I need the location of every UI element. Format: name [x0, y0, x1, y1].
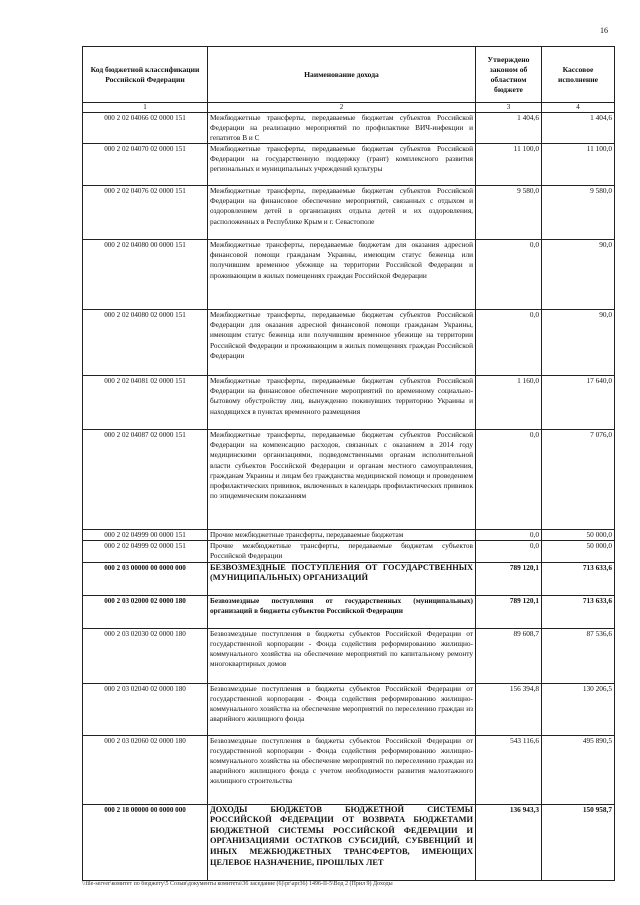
- row-approved: 156 394,8: [476, 683, 542, 735]
- row-name: Межбюджетные трансферты, передаваемые бюджетам субъектов Российской Федерации на государственную поддержку (грант) комплексного развития региональных и муниципальных учреждений культуры: [208, 144, 476, 186]
- column-numbers-row: [83, 103, 615, 113]
- table-row: [83, 240, 615, 310]
- column-number: 2: [208, 103, 476, 113]
- row-approved: 1 160,0: [476, 376, 542, 430]
- table-row: [83, 628, 615, 683]
- row-approved: 0,0: [476, 541, 542, 562]
- table-row: [83, 735, 615, 804]
- row-approved: 11 100,0: [476, 144, 542, 186]
- row-cash: 17 640,0: [542, 376, 615, 430]
- table-row: [83, 310, 615, 376]
- row-approved: 0,0: [476, 530, 542, 541]
- row-code: 000 2 02 04076 02 0000 151: [83, 186, 208, 240]
- column-number: 3: [476, 103, 542, 113]
- row-cash: 150 958,7: [542, 804, 615, 880]
- row-cash: 50 000,0: [542, 530, 615, 541]
- row-code: 000 2 03 02060 02 0000 180: [83, 735, 208, 804]
- row-code: 000 2 03 02000 02 0000 180: [83, 595, 208, 628]
- row-cash: 713 633,6: [542, 562, 615, 595]
- row-cash: 1 404,6: [542, 113, 615, 144]
- row-name: Прочие межбюджетные трансферты, передаваемые бюджетам субъектов Российской Федерации: [208, 541, 476, 562]
- column-number: 4: [542, 103, 615, 113]
- row-code: 000 2 02 04080 02 0000 151: [83, 310, 208, 376]
- table-row: [83, 530, 615, 541]
- row-code: 000 2 02 04070 02 0000 151: [83, 144, 208, 186]
- row-code: 000 2 02 04087 02 0000 151: [83, 430, 208, 530]
- row-cash: 90,0: [542, 310, 615, 376]
- row-code: 000 2 02 04080 00 0000 151: [83, 240, 208, 310]
- row-cash: 11 100,0: [542, 144, 615, 186]
- header-name: Наименование дохода: [208, 47, 476, 103]
- row-name: Безвозмездные поступления в бюджеты субъектов Российской Федерации от государственной корпорации - Фонда содействия реформированию жилищно-коммунального хозяйства на обеспечение мероприятий по переселению граждан из аварийного жилищного фонда с учетом необходимости развития малоэтажного жилищного строительства: [208, 735, 476, 804]
- table-row: [83, 683, 615, 735]
- row-cash: 7 076,0: [542, 430, 615, 530]
- row-name: Межбюджетные трансферты, передаваемые бюджетам субъектов Российской Федерации для оказания адресной финансовой помощи гражданам Украины, имеющим статус беженца или получившим временное убежище на территории Российской Федерации и проживающим в жилых помещениях граждан Российской Федерации: [208, 310, 476, 376]
- table-row: [83, 430, 615, 530]
- row-name: ДОХОДЫ БЮДЖЕТОВ БЮДЖЕТНОЙ СИСТЕМЫ РОССИЙСКОЙ ФЕДЕРАЦИИ ОТ ВОЗВРАТА БЮДЖЕТАМИ БЮДЖЕТНОЙ СИСТЕМЫ РОССИЙСКОЙ ФЕДЕРАЦИИ И ОРГАНИЗАЦИЯМИ ОСТАТКОВ СУБСИДИЙ, СУБВЕНЦИЙ И ИНЫХ МЕЖБЮДЖЕТНЫХ ТРАНСФЕРТОВ, ИМЕЮЩИХ ЦЕЛЕВОЕ НАЗНАЧЕНИЕ, ПРОШЛЫХ ЛЕТ: [208, 804, 476, 880]
- row-name: Безвозмездные поступления в бюджеты субъектов Российской Федерации от государственной корпорации - Фонда содействия реформированию жилищно-коммунального хозяйства на обеспечение мероприятий по переселению граждан из аварийного жилищного фонда: [208, 683, 476, 735]
- row-name: Межбюджетные трансферты, передаваемые бюджетам для оказания адресной финансовой помощи гражданам Украины, имеющим статус беженца или получившим временное убежище на территории Российской Федерации и проживающим в жилых помещениях граждан Российской Федерации: [208, 240, 476, 310]
- header-approved: Утверждено законом об областном бюджете: [476, 47, 542, 103]
- table-row: [83, 595, 615, 628]
- file-path-footer: \\file-server\комитет по бюджету\5 Созыв\документы комитета\36 заседание (6)\pr\apr36) 1496-II-5\Вод 2 (Прил 9) Доходы: [82, 881, 393, 887]
- row-name: Межбюджетные трансферты, передаваемые бюджетам субъектов Российской Федерации на реализацию мероприятий по профилактике ВИЧ-инфекции и гепатитов В и С: [208, 113, 476, 144]
- row-approved: 0,0: [476, 310, 542, 376]
- row-code: 000 2 02 04066 02 0000 151: [83, 113, 208, 144]
- table-row: [83, 144, 615, 186]
- row-approved: 0,0: [476, 240, 542, 310]
- table-row: [83, 186, 615, 240]
- row-code: 000 2 02 04999 00 0000 151: [83, 530, 208, 541]
- table-row: [83, 804, 615, 880]
- row-cash: 130 206,5: [542, 683, 615, 735]
- row-approved: 789 120,1: [476, 562, 542, 595]
- row-approved: 543 116,6: [476, 735, 542, 804]
- row-name: Межбюджетные трансферты, передаваемые бюджетам субъектов Российской Федерации на финансовое обеспечение мероприятий по временному социально-бытовому обустройству лиц, вынужденно покинувших территорию Украины и находящихся в пунктах временного размещения: [208, 376, 476, 430]
- row-approved: 0,0: [476, 430, 542, 530]
- row-code: 000 2 03 02030 02 0000 180: [83, 628, 208, 683]
- table-row: [83, 376, 615, 430]
- row-approved: 9 580,0: [476, 186, 542, 240]
- row-cash: 713 633,6: [542, 595, 615, 628]
- table-row: [83, 113, 615, 144]
- table-row: [83, 541, 615, 562]
- row-name: Безвозмездные поступления в бюджеты субъектов Российской Федерации от государственной корпорации - Фонда содействия реформированию жилищно-коммунального хозяйства на обеспечение мероприятий по капитальному ремонту многоквартирных домов: [208, 628, 476, 683]
- row-approved: 136 943,3: [476, 804, 542, 880]
- row-code: 000 2 02 04999 02 0000 151: [83, 541, 208, 562]
- row-cash: 87 536,6: [542, 628, 615, 683]
- row-approved: 789 120,1: [476, 595, 542, 628]
- row-cash: 50 000,0: [542, 541, 615, 562]
- row-code: 000 2 02 04081 02 0000 151: [83, 376, 208, 430]
- row-cash: 90,0: [542, 240, 615, 310]
- header-cash: Кассовое исполнение: [542, 47, 615, 103]
- header-code: Код бюджетной классификации Российской Федерации: [83, 47, 208, 103]
- row-code: 000 2 03 00000 00 0000 000: [83, 562, 208, 595]
- row-approved: 89 608,7: [476, 628, 542, 683]
- row-name: Прочие межбюджетные трансферты, передаваемые бюджетам: [208, 530, 476, 541]
- revenue-table: [82, 46, 615, 881]
- row-name: Межбюджетные трансферты, передаваемые бюджетам субъектов Российской Федерации на финансовое обеспечение мероприятий, связанных с отдыхом и оздоровлением детей в организациях отдыха детей и их оздоровления, расположенных в Республике Крым и г. Севастополе: [208, 186, 476, 240]
- column-number: 1: [83, 103, 208, 113]
- row-approved: 1 404,6: [476, 113, 542, 144]
- row-name: БЕЗВОЗМЕЗДНЫЕ ПОСТУПЛЕНИЯ ОТ ГОСУДАРСТВЕННЫХ (МУНИЦИПАЛЬНЫХ) ОРГАНИЗАЦИЙ: [208, 562, 476, 595]
- table-row: [83, 562, 615, 595]
- row-code: 000 2 03 02040 02 0000 180: [83, 683, 208, 735]
- row-code: 000 2 18 00000 00 0000 000: [83, 804, 208, 880]
- page-number: 16: [600, 26, 608, 35]
- row-cash: 9 580,0: [542, 186, 615, 240]
- row-cash: 495 890,5: [542, 735, 615, 804]
- row-name: Безвозмездные поступления от государственных (муниципальных) организаций в бюджеты субъектов Российской Федерации: [208, 595, 476, 628]
- row-name: Межбюджетные трансферты, передаваемые бюджетам субъектов Российской Федерации на компенсацию расходов, связанных с оказанием в 2014 году медицинскими организациями, подведомственными органам исполнительной власти субъектов Российской Федерации и органам местного самоуправления, гражданам Украины и лицам без гражданства медицинской помощи и проведением профилактических прививок, включенных в календарь профилактических прививок по эпидемическим показаниям: [208, 430, 476, 530]
